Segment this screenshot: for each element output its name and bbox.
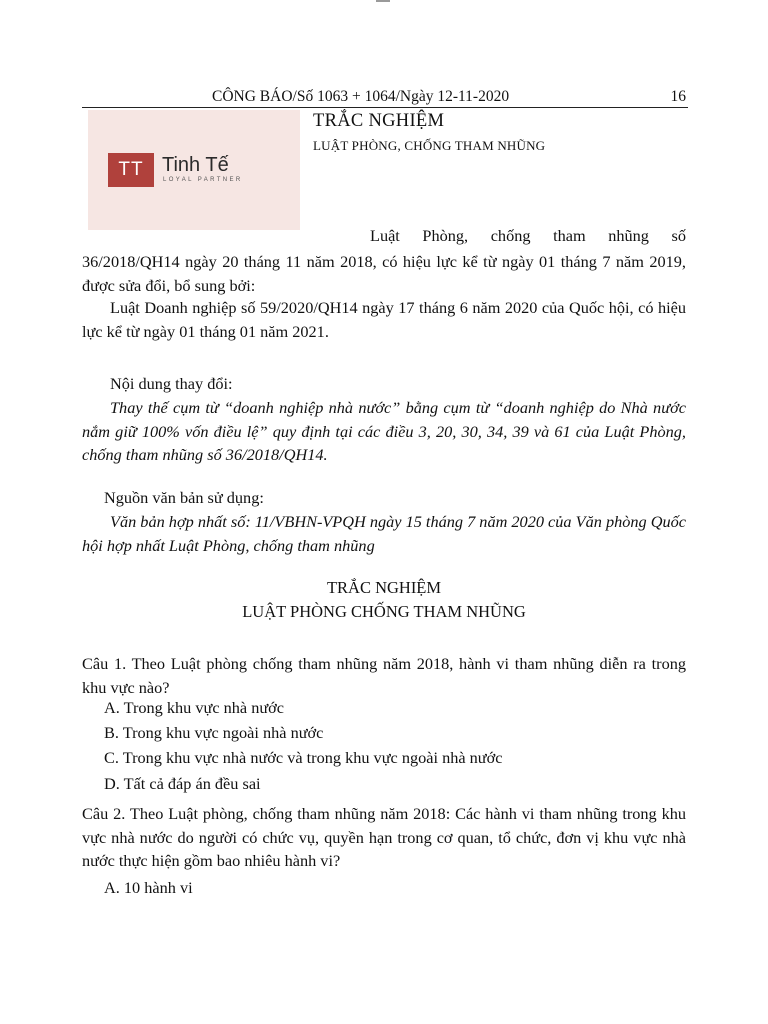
q2-option-a: A. 10 hành vi <box>104 878 193 897</box>
document-title: TRẮC NGHIỆM <box>313 111 445 131</box>
source-heading: Nguồn văn bản sử dụng: <box>104 488 264 507</box>
q1-option-a: A. Trong khu vực nhà nước <box>104 698 285 717</box>
question-1: Câu 1. Theo Luật phòng chống tham nhũng năm 2018, hành vi tham nhũng diễn ra trong khu vực nào? <box>82 654 686 697</box>
gazette-header <box>82 88 688 108</box>
change-body: Thay thế cụm từ “doanh nghiệp nhà nước” bằng cụm từ “doanh nghiệp do Nhà nước nắm giữ 100% vốn điều lệ” quy định tại các điều 3, 20, 30, 34, 39 và 61 của Luật Phòng, chống tham nhũng số 36/2018/QH14. <box>82 398 686 464</box>
document-subtitle: LUẬT PHÒNG, CHỐNG THAM NHŨNG <box>313 138 546 153</box>
q1-option-c: C. Trong khu vực nhà nước và trong khu vực ngoài nhà nước <box>104 748 503 767</box>
law-line-rest: 36/2018/QH14 ngày 20 tháng 11 năm 2018, có hiệu lực kể từ ngày 01 tháng 7 năm 2019, được sửa đổi, bổ sung bởi: <box>82 252 686 295</box>
logo-tagline: LOYAL PARTNER <box>163 177 243 183</box>
q1-option-d: D. Tất cả đáp án đều sai <box>104 774 261 793</box>
question-2: Câu 2. Theo Luật phòng, chống tham nhũng năm 2018: Các hành vi tham nhũng trong khu vực nhà nước do người có chức vụ, quyền hạn trong cơ quan, tổ chức, đơn vị khu vực nhà nước thực hiện gồm bao nhiêu hành vi? <box>82 804 686 870</box>
logo <box>88 110 300 230</box>
change-heading: Nội dung thay đổi: <box>110 374 233 393</box>
gazette-reference: CÔNG BÁO/Số 1063 + 1064/Ngày 12-11-2020 <box>212 88 510 105</box>
logo-name: Tinh Tế <box>162 154 229 176</box>
logo-mark: TT <box>108 153 154 187</box>
quiz-title: TRẮC NGHIỆM <box>326 578 442 597</box>
top-edge-mark <box>376 0 390 2</box>
page-number: 16 <box>670 88 686 105</box>
law-line-first: Luật Phòng, chống tham nhũng số <box>370 226 686 245</box>
amendment-paragraph: Luật Doanh nghiệp số 59/2020/QH14 ngày 17 tháng 6 năm 2020 của Quốc hội, có hiệu lực kể từ ngày 01 tháng 01 năm 2021. <box>82 298 686 341</box>
header-rule <box>82 107 688 108</box>
quiz-subtitle: LUẬT PHÒNG CHỐNG THAM NHŨNG <box>242 602 526 621</box>
source-body: Văn bản hợp nhất số: 11/VBHN-VPQH ngày 15 tháng 7 năm 2020 của Văn phòng Quốc hội hợp nhất Luật Phòng, chống tham nhũng <box>82 512 686 555</box>
q1-option-b: B. Trong khu vực ngoài nhà nước <box>104 723 324 742</box>
